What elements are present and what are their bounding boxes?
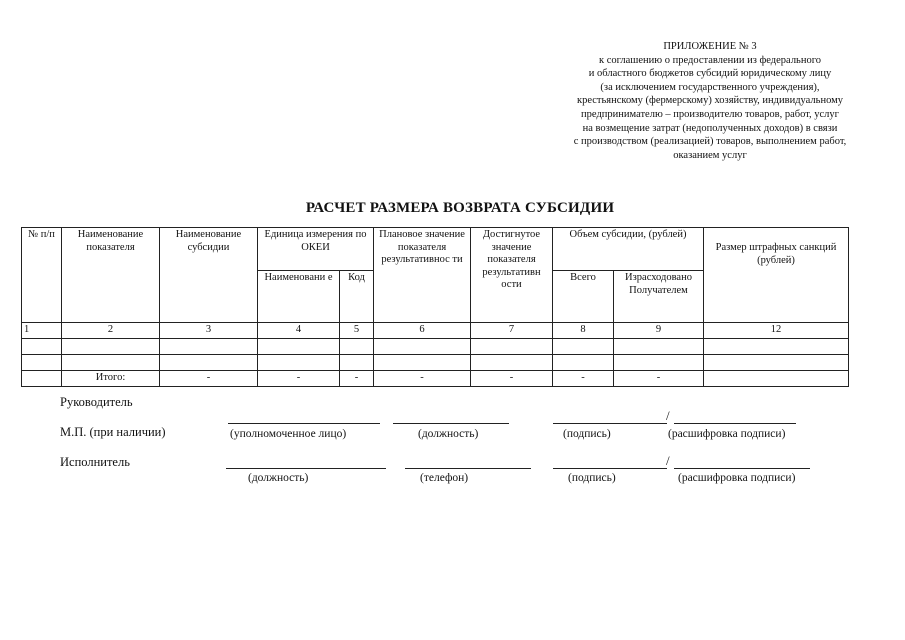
column-number: 12: [704, 323, 849, 339]
header-planned: Плановое значение показателя результативнос ти: [374, 228, 471, 323]
caption-signature-decoding: (расшифровка подписи): [668, 428, 786, 440]
total-value: -: [614, 370, 704, 386]
header-okei: Единица измерения по ОКЕИ: [258, 228, 374, 271]
column-number: 1: [22, 323, 62, 339]
signature-decoding-line: [674, 423, 796, 424]
seal-label: М.П. (при наличии): [60, 425, 166, 439]
header-okei-code: Код: [340, 271, 374, 323]
total-value: -: [374, 370, 471, 386]
executor-position-line: [226, 468, 386, 469]
empty-cell: [62, 354, 160, 370]
header-indicator: Наименование показателя: [62, 228, 160, 323]
total-row: [22, 370, 849, 386]
column-number: 7: [471, 323, 553, 339]
total-value: -: [340, 370, 374, 386]
appendix-line: предпринимателю – производителю товаров, работ, услуг: [581, 108, 839, 120]
caption-position: (должность): [418, 428, 479, 440]
appendix-line: к соглашению о предоставлении из федерального: [598, 54, 822, 66]
empty-cell: [160, 338, 258, 354]
empty-cell: [553, 338, 614, 354]
header-okei-name: Наименовани е: [258, 271, 340, 323]
column-number-row: [22, 323, 849, 339]
total-value: -: [160, 370, 258, 386]
header-penalty: Размер штрафных санкций (рублей): [704, 228, 849, 323]
caption-signature: (подпись): [563, 428, 611, 440]
header-volume-total: Всего: [553, 271, 614, 323]
phone-line: [405, 468, 531, 469]
column-number: 3: [160, 323, 258, 339]
executor-signature-decoding-line: [674, 468, 810, 469]
empty-cell: [704, 354, 849, 370]
empty-cell: [22, 354, 62, 370]
empty-cell: [340, 338, 374, 354]
empty-cell: [614, 338, 704, 354]
header-volume-spent: Израсходовано Получателем: [614, 271, 704, 323]
slash-separator: /: [666, 453, 670, 468]
caption-executor-signature-decoding: (расшифровка подписи): [678, 472, 796, 484]
header-subsidy: Наименование субсидии: [160, 228, 258, 323]
appendix-line: и областного бюджетов субсидий юридическому лицу: [588, 68, 832, 80]
authorized-person-line: [228, 423, 380, 424]
empty-cell: [258, 354, 340, 370]
executor-label: Исполнитель: [60, 455, 130, 469]
empty-cell: [704, 338, 849, 354]
appendix-title: ПРИЛОЖЕНИЕ № 3: [663, 41, 757, 52]
caption-executor-signature: (подпись): [568, 472, 616, 484]
header-achieved: Достигнутое значение показателя результативн ости: [471, 228, 553, 323]
empty-cell: [471, 354, 553, 370]
appendix-line: (за исключением государственного учреждения),: [600, 81, 820, 93]
document-title: РАСЧЕТ РАЗМЕРА ВОЗВРАТА СУБСИДИИ: [305, 200, 615, 216]
column-number: 9: [614, 323, 704, 339]
column-number: 8: [553, 323, 614, 339]
caption-executor-position: (должность): [248, 472, 309, 484]
empty-cell: [22, 338, 62, 354]
column-number: 2: [62, 323, 160, 339]
signature-line: [553, 423, 667, 424]
empty-cell: [160, 354, 258, 370]
empty-cell: [374, 354, 471, 370]
empty-cell: [471, 338, 553, 354]
empty-row: [22, 354, 849, 370]
empty-cell: [704, 370, 849, 386]
empty-cell: [258, 338, 340, 354]
appendix-line: с производством (реализацией) товаров, выполнением работ,: [573, 136, 847, 148]
empty-cell: [614, 354, 704, 370]
caption-authorized-person: (уполномоченное лицо): [230, 428, 347, 440]
column-number: 5: [340, 323, 374, 339]
empty-cell: [22, 370, 62, 386]
caption-phone: (телефон): [420, 472, 469, 484]
appendix-line: крестьянскому (фермерскому) хозяйству, индивидуальному: [576, 95, 844, 107]
head-label: Руководитель: [60, 395, 133, 409]
total-value: -: [553, 370, 614, 386]
empty-row: [22, 338, 849, 354]
appendix-line: на возмещение затрат (недополученных доходов) в связи: [582, 122, 838, 134]
refund-calculation-table: [21, 227, 849, 387]
appendix-block: [540, 40, 880, 162]
empty-cell: [340, 354, 374, 370]
total-value: -: [471, 370, 553, 386]
total-label: Итого:: [62, 370, 160, 386]
column-number: 4: [258, 323, 340, 339]
position-line: [393, 423, 509, 424]
empty-cell: [62, 338, 160, 354]
executor-signature-line: [553, 468, 667, 469]
column-number: 6: [374, 323, 471, 339]
total-value: -: [258, 370, 340, 386]
empty-cell: [553, 354, 614, 370]
appendix-line: оказанием услуг: [673, 149, 747, 161]
empty-cell: [374, 338, 471, 354]
slash-separator: /: [666, 408, 670, 423]
header-volume: Объем субсидии, (рублей): [553, 228, 704, 271]
header-num: № п/п: [22, 228, 62, 323]
